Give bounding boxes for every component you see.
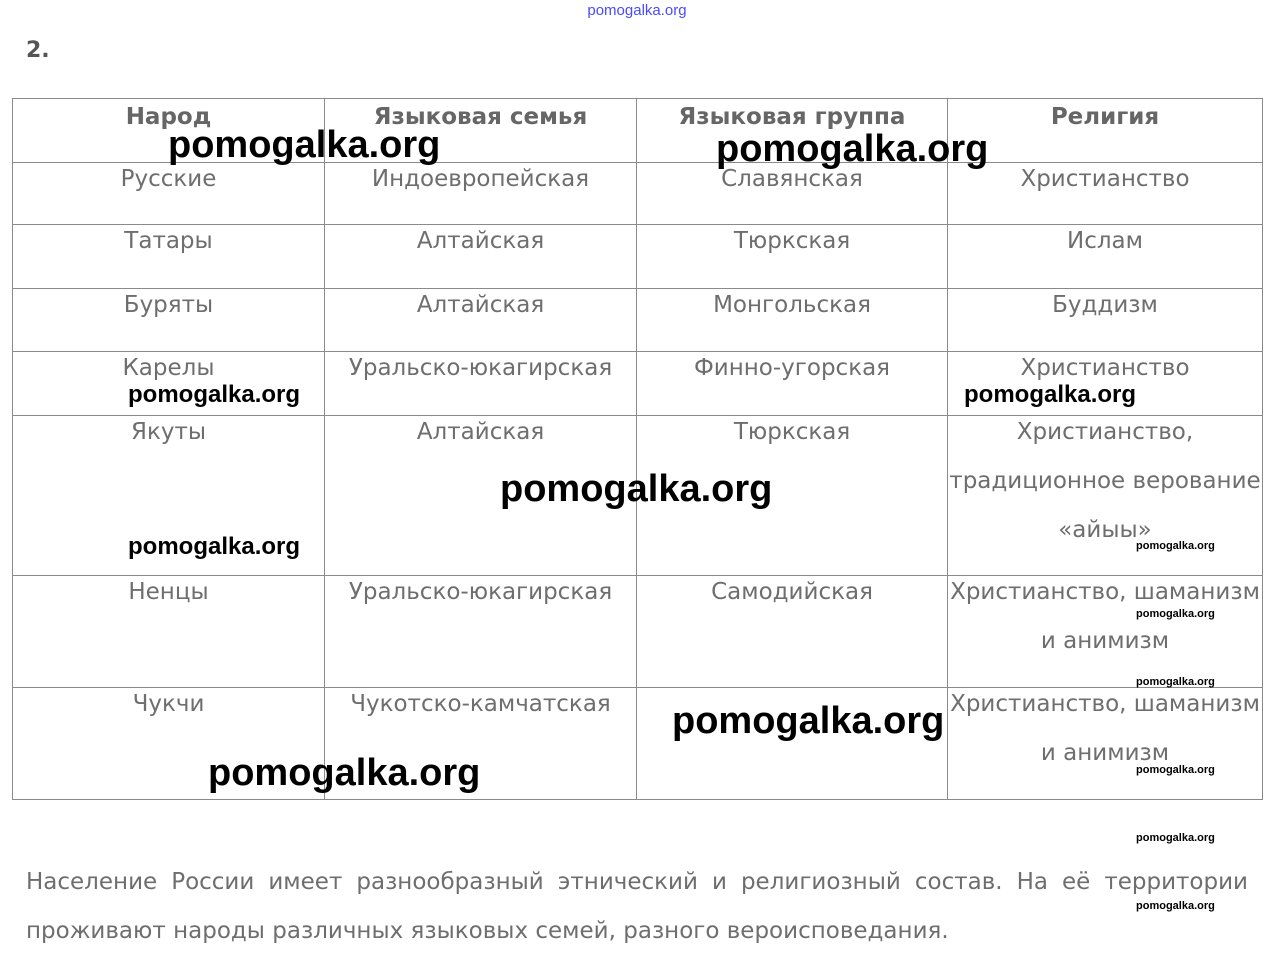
watermark: pomogalka.org (1136, 832, 1215, 844)
header-group: Языковая группа (637, 99, 948, 163)
cell-text: Русские (120, 166, 217, 192)
watermark: pomogalka.org (1136, 540, 1215, 552)
watermark: pomogalka.org (500, 468, 773, 510)
cell-people (13, 225, 325, 289)
table-row (13, 163, 1263, 225)
table-row (13, 576, 1263, 688)
cell-text: Ислам (1067, 228, 1143, 254)
watermark: pomogalka.org (208, 752, 481, 794)
cell-family (325, 163, 637, 225)
cell-text: Тюркская (733, 419, 851, 445)
cell-text: Уральско-юкагирская (348, 579, 613, 605)
cell-religion (948, 163, 1263, 225)
cell-religion (948, 416, 1263, 576)
cell-text: Якуты (130, 419, 207, 445)
task-number: 2. (26, 38, 50, 63)
header-people: Народ (13, 99, 325, 163)
cell-text: Тюркская (733, 228, 851, 254)
watermark: pomogalka.org (1136, 764, 1215, 776)
cell-text: Чукотско-камчатская (350, 691, 611, 717)
cell-religion (948, 289, 1263, 352)
table-row (13, 225, 1263, 289)
cell-text: Чукчи (132, 691, 205, 717)
cell-text: Индоевропейская (371, 166, 590, 192)
cell-text: Буддизм (1052, 292, 1158, 318)
summary-paragraph: Население России имеет разнообразный этнический и религиозный состав. На её территории проживают народы различных языковых семей, разного вероисповедания. (26, 869, 1248, 944)
cell-text: Ненцы (128, 579, 209, 605)
ethnic-table (12, 98, 1263, 800)
cell-group (637, 225, 948, 289)
cell-text: Славянская (721, 166, 863, 192)
cell-text: Монгольская (713, 292, 871, 318)
cell-text: Буряты (123, 292, 214, 318)
watermark: pomogalka.org (168, 124, 441, 166)
cell-group (637, 352, 948, 416)
watermark: pomogalka.org (1136, 608, 1215, 620)
cell-group (637, 576, 948, 688)
watermark: pomogalka.org (964, 381, 1137, 408)
cell-religion (948, 688, 1263, 800)
cell-text: Христианство (1020, 166, 1190, 192)
cell-family (325, 352, 637, 416)
header-religion: Религия (948, 99, 1263, 163)
cell-text: Алтайская (416, 228, 545, 254)
cell-family (325, 225, 637, 289)
cell-text: Христианство (1020, 355, 1190, 381)
table-row (13, 289, 1263, 352)
watermark: pomogalka.org (672, 700, 945, 742)
watermark: pomogalka.org (1136, 900, 1215, 912)
watermark: pomogalka.org (1136, 676, 1215, 688)
cell-people (13, 289, 325, 352)
cell-people (13, 163, 325, 225)
watermark: pomogalka.org (128, 381, 301, 408)
cell-text: Уральско-юкагирская (348, 355, 613, 381)
cell-text: Татары (124, 228, 213, 254)
cell-religion (948, 225, 1263, 289)
watermark: pomogalka.org (716, 128, 989, 170)
cell-text: Алтайская (416, 419, 545, 445)
header-family: Языковая семья (325, 99, 637, 163)
cell-text: Алтайская (416, 292, 545, 318)
cell-people (13, 576, 325, 688)
cell-text: Самодийская (711, 579, 873, 605)
cell-religion (948, 576, 1263, 688)
cell-group (637, 289, 948, 352)
cell-text: Христианство, шаманизм и анимизм (950, 691, 1260, 766)
cell-text: Карелы (122, 355, 215, 381)
table-row (13, 688, 1263, 800)
header-watermark: pomogalka.org (587, 2, 687, 19)
cell-group (637, 163, 948, 225)
watermark: pomogalka.org (128, 533, 301, 560)
cell-text: Христианство, шаманизм и анимизм (950, 579, 1260, 654)
cell-family (325, 576, 637, 688)
cell-text: Христианство, традиционное верование «айыы» (949, 419, 1261, 543)
cell-text: Финно-угорская (693, 355, 891, 381)
cell-family (325, 289, 637, 352)
